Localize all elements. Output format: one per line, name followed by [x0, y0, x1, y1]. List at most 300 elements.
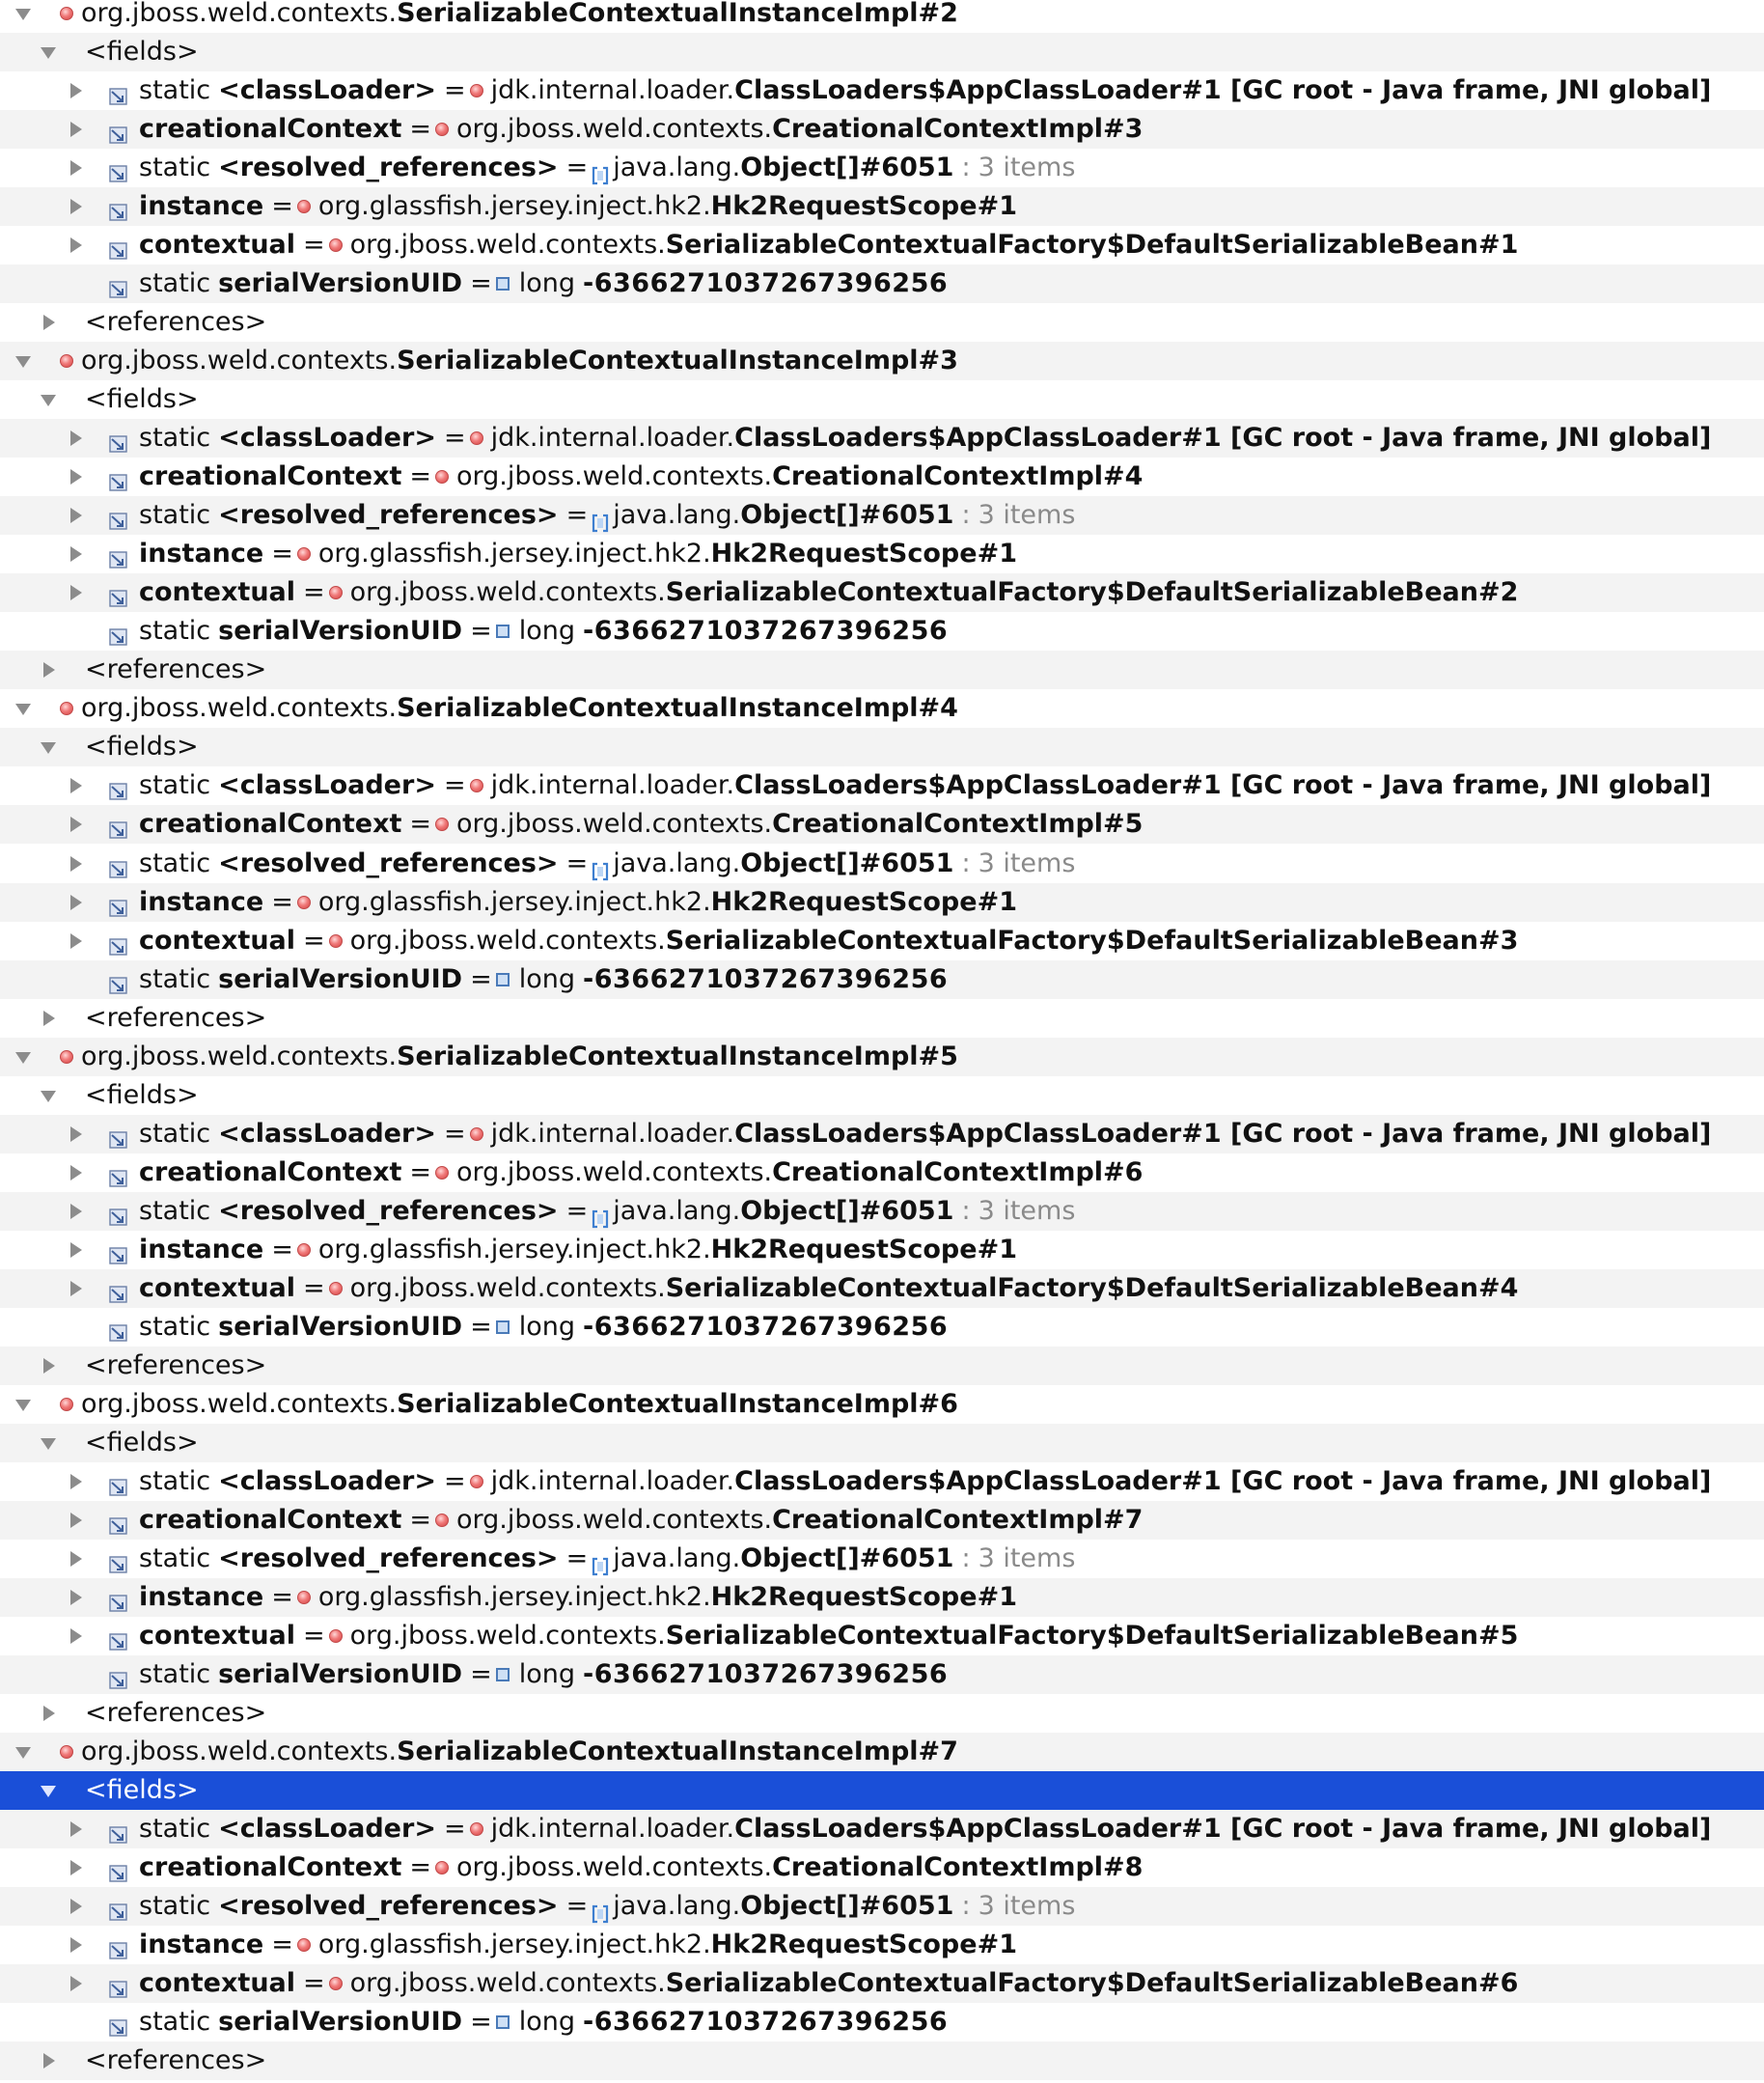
field-row-contextual[interactable]	[0, 1617, 1764, 1655]
instance-package: org.jboss.weld.contexts.	[81, 1736, 398, 1767]
equals-sign: =	[470, 1659, 492, 1689]
disclosure-open-icon[interactable]	[41, 739, 56, 755]
disclosure-closed-icon[interactable]	[41, 662, 56, 678]
field-icon	[108, 1664, 129, 1685]
static-modifier: static	[139, 2007, 211, 2038]
instance-class: SerializableContextualInstanceImpl#6	[397, 1388, 958, 1419]
field-row-serial-version-uid[interactable]	[0, 612, 1764, 651]
field-row-instance[interactable]	[0, 187, 1764, 226]
field-row-contextual[interactable]	[0, 226, 1764, 264]
primitive-value-icon	[496, 1668, 510, 1681]
object-instance-icon	[297, 1938, 311, 1952]
equals-sign: =	[565, 1195, 589, 1226]
value-class: Object[]#6051	[740, 1542, 954, 1573]
items-count: 3 items	[978, 153, 1076, 183]
field-row-contextual[interactable]	[0, 1964, 1764, 2003]
object-instance-icon	[329, 1629, 343, 1643]
disclosure-closed-icon[interactable]	[68, 1821, 83, 1837]
field-row-creational-context[interactable]	[0, 1501, 1764, 1540]
value-class: SerializableContextualFactory$DefaultSerializableBean#3	[665, 925, 1519, 956]
field-row-resolved-references[interactable]	[0, 496, 1764, 535]
disclosure-closed-icon[interactable]	[68, 1242, 83, 1258]
value-package: java.lang.	[613, 847, 741, 878]
fields-node[interactable]	[0, 1771, 1764, 1810]
field-name: <resolved_references>	[218, 1195, 559, 1226]
value-package: org.jboss.weld.contexts.	[456, 1156, 773, 1187]
object-instance-icon	[435, 818, 449, 831]
field-name: creationalContext	[139, 1852, 402, 1883]
field-row-creational-context[interactable]	[0, 805, 1764, 844]
field-row-resolved-references[interactable]	[0, 149, 1764, 187]
object-instance-icon	[435, 1514, 449, 1527]
field-name: contextual	[139, 1272, 296, 1303]
value-class: CreationalContextImpl#3	[772, 114, 1144, 145]
field-name: creationalContext	[139, 1504, 402, 1535]
field-icon	[108, 1587, 129, 1608]
value-package: org.glassfish.jersey.inject.hk2.	[317, 1234, 711, 1264]
value-class: SerializableContextualFactory$DefaultSerializableBean#6	[665, 1968, 1519, 1999]
instance-class: SerializableContextualInstanceImpl#3	[397, 346, 958, 376]
value-class: Object[]#6051	[740, 847, 954, 878]
disclosure-closed-icon[interactable]	[68, 122, 83, 137]
field-row-instance[interactable]	[0, 1926, 1764, 1964]
instance-row[interactable]	[0, 342, 1764, 380]
value-class: SerializableContextualFactory$DefaultSerializableBean#5	[665, 1620, 1519, 1651]
disclosure-closed-icon[interactable]	[68, 817, 83, 832]
value-class: SerializableContextualFactory$DefaultSerializableBean#2	[665, 577, 1519, 608]
primitive-value: -6366271037267396256	[583, 1659, 949, 1689]
field-row-classloader[interactable]	[0, 1115, 1764, 1153]
equals-sign: =	[409, 809, 432, 840]
field-row-serial-version-uid[interactable]	[0, 1655, 1764, 1694]
field-icon	[108, 1896, 129, 1917]
disclosure-open-icon[interactable]	[15, 1397, 31, 1412]
disclosure-closed-icon[interactable]	[68, 469, 83, 485]
disclosure-open-icon[interactable]	[15, 701, 31, 716]
items-count: 3 items	[978, 1891, 1076, 1922]
references-node[interactable]	[0, 2041, 1764, 2080]
disclosure-none	[68, 276, 83, 292]
references-node[interactable]	[0, 999, 1764, 1038]
value-package: jdk.internal.loader.	[490, 423, 735, 454]
equals-sign: =	[470, 268, 492, 299]
disclosure-none	[68, 2014, 83, 2030]
disclosure-none	[68, 1319, 83, 1335]
field-icon	[108, 235, 129, 256]
value-class: ClassLoaders$AppClassLoader#1 [GC root - Java frame, JNI global]	[734, 423, 1712, 454]
disclosure-closed-icon[interactable]	[68, 1976, 83, 1991]
equals-sign: =	[409, 1156, 432, 1187]
equals-sign: =	[303, 230, 325, 261]
disclosure-none	[68, 1667, 83, 1682]
field-icon	[108, 930, 129, 952]
value-package: java.lang.	[613, 1891, 741, 1922]
value-class: CreationalContextImpl#8	[772, 1852, 1144, 1883]
references-node[interactable]	[0, 303, 1764, 342]
object-instance-icon	[297, 200, 311, 213]
disclosure-open-icon[interactable]	[15, 353, 31, 369]
field-row-instance[interactable]	[0, 1578, 1764, 1617]
field-icon	[108, 428, 129, 449]
value-class: CreationalContextImpl#6	[772, 1156, 1144, 1187]
equals-sign: =	[443, 770, 466, 801]
static-modifier: static	[139, 1659, 211, 1689]
value-class: Hk2RequestScope#1	[710, 886, 1017, 917]
disclosure-closed-icon[interactable]	[68, 1937, 83, 1953]
field-name: contextual	[139, 925, 296, 956]
field-icon	[108, 814, 129, 835]
disclosure-closed-icon[interactable]	[41, 1011, 56, 1026]
disclosure-open-icon[interactable]	[15, 6, 31, 21]
disclosure-closed-icon[interactable]	[68, 778, 83, 793]
disclosure-open-icon[interactable]	[15, 1049, 31, 1065]
disclosure-closed-icon[interactable]	[68, 1513, 83, 1528]
fields-node[interactable]	[0, 1424, 1764, 1462]
field-icon	[108, 1548, 129, 1569]
field-icon	[108, 582, 129, 603]
object-instance-icon	[329, 934, 343, 948]
field-name: contextual	[139, 577, 296, 608]
instance-class: SerializableContextualInstanceImpl#5	[397, 1041, 958, 1071]
field-name: instance	[139, 539, 264, 569]
field-name: instance	[139, 191, 264, 222]
array-icon	[592, 1897, 609, 1916]
object-instance-icon	[297, 1243, 311, 1257]
instance-package: org.jboss.weld.contexts.	[81, 1388, 398, 1419]
equals-sign: =	[271, 539, 293, 569]
value-class: ClassLoaders$AppClassLoader#1 [GC root - Java frame, JNI global]	[734, 1814, 1712, 1845]
field-row-classloader[interactable]	[0, 1810, 1764, 1848]
field-row-resolved-references[interactable]	[0, 845, 1764, 883]
field-name: serialVersionUID	[218, 963, 463, 994]
value-class: CreationalContextImpl#5	[772, 809, 1144, 840]
value-package: java.lang.	[613, 1195, 741, 1226]
field-row-instance[interactable]	[0, 1231, 1764, 1269]
field-row-serial-version-uid[interactable]	[0, 2003, 1764, 2041]
instance-row[interactable]	[0, 1733, 1764, 1771]
value-package: jdk.internal.loader.	[490, 1118, 735, 1149]
disclosure-closed-icon[interactable]	[68, 199, 83, 214]
static-modifier: static	[139, 1891, 211, 1922]
references-node[interactable]	[0, 1694, 1764, 1733]
static-modifier: static	[139, 75, 211, 106]
field-icon	[108, 1278, 129, 1299]
object-instance-icon	[435, 1166, 449, 1180]
field-icon	[108, 1162, 129, 1183]
object-instance-icon	[329, 586, 343, 599]
field-icon	[108, 1471, 129, 1492]
value-type: long	[518, 963, 576, 994]
value-class: SerializableContextualFactory$DefaultSerializableBean#1	[665, 230, 1519, 261]
object-instance-icon	[470, 84, 483, 97]
value-package: java.lang.	[613, 500, 741, 531]
items-count: 3 items	[978, 847, 1076, 878]
field-name: instance	[139, 1930, 264, 1960]
field-name: <classLoader>	[218, 1465, 436, 1496]
references-node[interactable]	[0, 1347, 1764, 1385]
field-name: <resolved_references>	[218, 1542, 559, 1573]
field-name: <classLoader>	[218, 770, 436, 801]
field-name: creationalContext	[139, 461, 402, 492]
primitive-value: -6366271037267396256	[583, 2007, 949, 2038]
value-class: Hk2RequestScope#1	[710, 1930, 1017, 1960]
field-icon	[108, 1625, 129, 1647]
value-package: org.glassfish.jersey.inject.hk2.	[317, 1930, 711, 1960]
array-icon	[592, 1202, 609, 1221]
disclosure-closed-icon[interactable]	[68, 856, 83, 872]
disclosure-open-icon[interactable]	[41, 1088, 56, 1103]
references-node[interactable]	[0, 651, 1764, 689]
disclosure-closed-icon[interactable]	[68, 1860, 83, 1875]
field-row-creational-context[interactable]	[0, 1848, 1764, 1887]
disclosure-closed-icon[interactable]	[68, 1281, 83, 1296]
value-package: org.glassfish.jersey.inject.hk2.	[317, 539, 711, 569]
disclosure-closed-icon[interactable]	[68, 895, 83, 910]
disclosure-closed-icon[interactable]	[68, 1474, 83, 1489]
equals-sign: =	[443, 1814, 466, 1845]
fields-label: <fields>	[85, 732, 199, 763]
equals-sign: =	[409, 461, 432, 492]
fields-node[interactable]	[0, 728, 1764, 766]
disclosure-open-icon[interactable]	[41, 392, 56, 407]
disclosure-closed-icon[interactable]	[68, 1126, 83, 1142]
items-separator: :	[961, 500, 971, 531]
array-icon	[592, 854, 609, 874]
primitive-value: -6366271037267396256	[583, 268, 949, 299]
field-row-instance[interactable]	[0, 883, 1764, 922]
field-name: <resolved_references>	[218, 153, 559, 183]
field-icon	[108, 1934, 129, 1956]
disclosure-closed-icon[interactable]	[68, 1590, 83, 1605]
object-instance-icon	[329, 238, 343, 252]
field-row-serial-version-uid[interactable]	[0, 960, 1764, 999]
static-modifier: static	[139, 423, 211, 454]
disclosure-none	[68, 624, 83, 639]
field-icon	[108, 80, 129, 101]
object-instance-icon	[60, 1050, 73, 1064]
field-name: <resolved_references>	[218, 847, 559, 878]
equals-sign: =	[565, 847, 589, 878]
instance-package: org.jboss.weld.contexts.	[81, 1041, 398, 1071]
value-package: org.jboss.weld.contexts.	[349, 1272, 666, 1303]
field-icon	[108, 1239, 129, 1261]
instance-row[interactable]	[0, 0, 1764, 33]
disclosure-closed-icon[interactable]	[68, 430, 83, 446]
primitive-value: -6366271037267396256	[583, 616, 949, 647]
field-name: serialVersionUID	[218, 268, 463, 299]
field-row-classloader[interactable]	[0, 419, 1764, 458]
field-icon	[108, 119, 129, 140]
field-name: creationalContext	[139, 809, 402, 840]
field-name: serialVersionUID	[218, 616, 463, 647]
field-icon	[108, 969, 129, 990]
object-instance-icon	[435, 470, 449, 484]
value-class: ClassLoaders$AppClassLoader#1 [GC root - Java frame, JNI global]	[734, 1118, 1712, 1149]
field-icon	[108, 1973, 129, 1994]
field-row-contextual[interactable]	[0, 922, 1764, 960]
value-class: Hk2RequestScope#1	[710, 191, 1017, 222]
disclosure-closed-icon[interactable]	[68, 933, 83, 949]
disclosure-open-icon[interactable]	[15, 1744, 31, 1760]
object-instance-icon	[470, 779, 483, 792]
references-label: <references>	[85, 1002, 267, 1033]
field-icon	[108, 1510, 129, 1531]
disclosure-open-icon[interactable]	[41, 1435, 56, 1451]
value-package: jdk.internal.loader.	[490, 770, 735, 801]
field-row-instance[interactable]	[0, 535, 1764, 573]
instance-row[interactable]	[0, 1038, 1764, 1076]
instance-class: SerializableContextualInstanceImpl#7	[397, 1736, 958, 1767]
field-row-serial-version-uid[interactable]	[0, 1308, 1764, 1347]
object-instance-icon	[60, 7, 73, 20]
equals-sign: =	[565, 500, 589, 531]
value-class: Object[]#6051	[740, 153, 954, 183]
field-row-contextual[interactable]	[0, 1269, 1764, 1308]
fields-label: <fields>	[85, 1775, 199, 1806]
equals-sign: =	[271, 886, 293, 917]
references-label: <references>	[85, 2045, 267, 2076]
equals-sign: =	[303, 577, 325, 608]
value-package: org.jboss.weld.contexts.	[349, 1968, 666, 1999]
disclosure-closed-icon[interactable]	[68, 585, 83, 600]
field-icon	[108, 775, 129, 796]
disclosure-closed-icon[interactable]	[68, 1899, 83, 1914]
object-instance-icon	[60, 354, 73, 368]
field-row-creational-context[interactable]	[0, 1153, 1764, 1192]
value-type: long	[518, 1311, 576, 1342]
equals-sign: =	[271, 1930, 293, 1960]
equals-sign: =	[565, 1542, 589, 1573]
field-icon	[108, 892, 129, 913]
object-instance-icon	[297, 1591, 311, 1604]
value-class: ClassLoaders$AppClassLoader#1 [GC root - Java frame, JNI global]	[734, 75, 1712, 106]
fields-node[interactable]	[0, 380, 1764, 419]
value-class: Hk2RequestScope#1	[710, 539, 1017, 569]
references-label: <references>	[85, 307, 267, 338]
instance-package: org.jboss.weld.contexts.	[81, 693, 398, 724]
items-separator: :	[961, 1891, 971, 1922]
field-icon	[108, 196, 129, 217]
field-row-classloader[interactable]	[0, 71, 1764, 110]
disclosure-closed-icon[interactable]	[41, 1706, 56, 1721]
field-icon	[108, 466, 129, 487]
value-package: org.jboss.weld.contexts.	[349, 1620, 666, 1651]
value-package: org.jboss.weld.contexts.	[349, 230, 666, 261]
value-package: jdk.internal.loader.	[490, 75, 735, 106]
fields-node[interactable]	[0, 33, 1764, 71]
disclosure-closed-icon[interactable]	[68, 546, 83, 562]
disclosure-closed-icon[interactable]	[68, 1551, 83, 1567]
equals-sign: =	[470, 616, 492, 647]
disclosure-open-icon[interactable]	[41, 44, 56, 60]
value-type: long	[518, 268, 576, 299]
static-modifier: static	[139, 153, 211, 183]
equals-sign: =	[443, 1465, 466, 1496]
equals-sign: =	[470, 963, 492, 994]
static-modifier: static	[139, 500, 211, 531]
field-icon	[108, 543, 129, 565]
primitive-value: -6366271037267396256	[583, 963, 949, 994]
object-instance-icon	[60, 702, 73, 715]
instance-row[interactable]	[0, 1385, 1764, 1424]
field-row-resolved-references[interactable]	[0, 1540, 1764, 1578]
disclosure-closed-icon[interactable]	[68, 1165, 83, 1180]
field-name: <resolved_references>	[218, 500, 559, 531]
field-name: <classLoader>	[218, 423, 436, 454]
value-package: org.jboss.weld.contexts.	[349, 925, 666, 956]
disclosure-open-icon[interactable]	[41, 1783, 56, 1798]
field-name: contextual	[139, 230, 296, 261]
object-instance-icon	[470, 1475, 483, 1488]
field-row-resolved-references[interactable]	[0, 1192, 1764, 1231]
items-separator: :	[961, 1195, 971, 1226]
disclosure-closed-icon[interactable]	[68, 1204, 83, 1219]
field-row-creational-context[interactable]	[0, 458, 1764, 496]
disclosure-closed-icon[interactable]	[68, 83, 83, 98]
disclosure-closed-icon[interactable]	[68, 160, 83, 176]
value-package: org.jboss.weld.contexts.	[456, 114, 773, 145]
field-row-classloader[interactable]	[0, 766, 1764, 805]
field-name: creationalContext	[139, 1156, 402, 1187]
equals-sign: =	[409, 114, 432, 145]
object-instance-icon	[435, 1861, 449, 1875]
disclosure-closed-icon[interactable]	[68, 1628, 83, 1644]
value-class: Hk2RequestScope#1	[710, 1234, 1017, 1264]
disclosure-closed-icon[interactable]	[41, 1358, 56, 1374]
value-class: SerializableContextualFactory$DefaultSerializableBean#4	[665, 1272, 1519, 1303]
field-icon	[108, 1819, 129, 1840]
field-row-classloader[interactable]	[0, 1462, 1764, 1501]
value-package: java.lang.	[613, 153, 741, 183]
value-class: Object[]#6051	[740, 1891, 954, 1922]
disclosure-none	[68, 972, 83, 987]
value-package: org.jboss.weld.contexts.	[456, 1852, 773, 1883]
items-separator: :	[961, 1542, 971, 1573]
field-row-resolved-references[interactable]	[0, 1887, 1764, 1926]
items-count: 3 items	[978, 1195, 1076, 1226]
equals-sign: =	[303, 1620, 325, 1651]
fields-node[interactable]	[0, 1076, 1764, 1115]
items-count: 3 items	[978, 1542, 1076, 1573]
field-name: <classLoader>	[218, 1814, 436, 1845]
field-row-serial-version-uid[interactable]	[0, 264, 1764, 303]
field-name: serialVersionUID	[218, 2007, 463, 2038]
field-name: serialVersionUID	[218, 1311, 463, 1342]
object-instance-icon	[60, 1745, 73, 1759]
disclosure-closed-icon[interactable]	[68, 237, 83, 253]
field-row-creational-context[interactable]	[0, 110, 1764, 149]
disclosure-closed-icon[interactable]	[41, 315, 56, 330]
object-instance-icon	[60, 1398, 73, 1411]
field-icon	[108, 1124, 129, 1145]
object-instance-icon	[297, 896, 311, 909]
references-label: <references>	[85, 1349, 267, 1380]
object-instance-icon	[329, 1282, 343, 1295]
field-name: instance	[139, 1581, 264, 1612]
disclosure-closed-icon[interactable]	[68, 508, 83, 523]
field-icon	[108, 505, 129, 526]
disclosure-closed-icon[interactable]	[41, 2053, 56, 2069]
equals-sign: =	[470, 2007, 492, 2038]
field-name: instance	[139, 1234, 264, 1264]
value-class: ClassLoaders$AppClassLoader#1 [GC root - Java frame, JNI global]	[734, 770, 1712, 801]
array-icon	[592, 158, 609, 178]
instance-row[interactable]	[0, 689, 1764, 728]
primitive-value: -6366271037267396256	[583, 1311, 949, 1342]
equals-sign: =	[271, 1234, 293, 1264]
primitive-value-icon	[496, 277, 510, 291]
field-row-contextual[interactable]	[0, 573, 1764, 612]
